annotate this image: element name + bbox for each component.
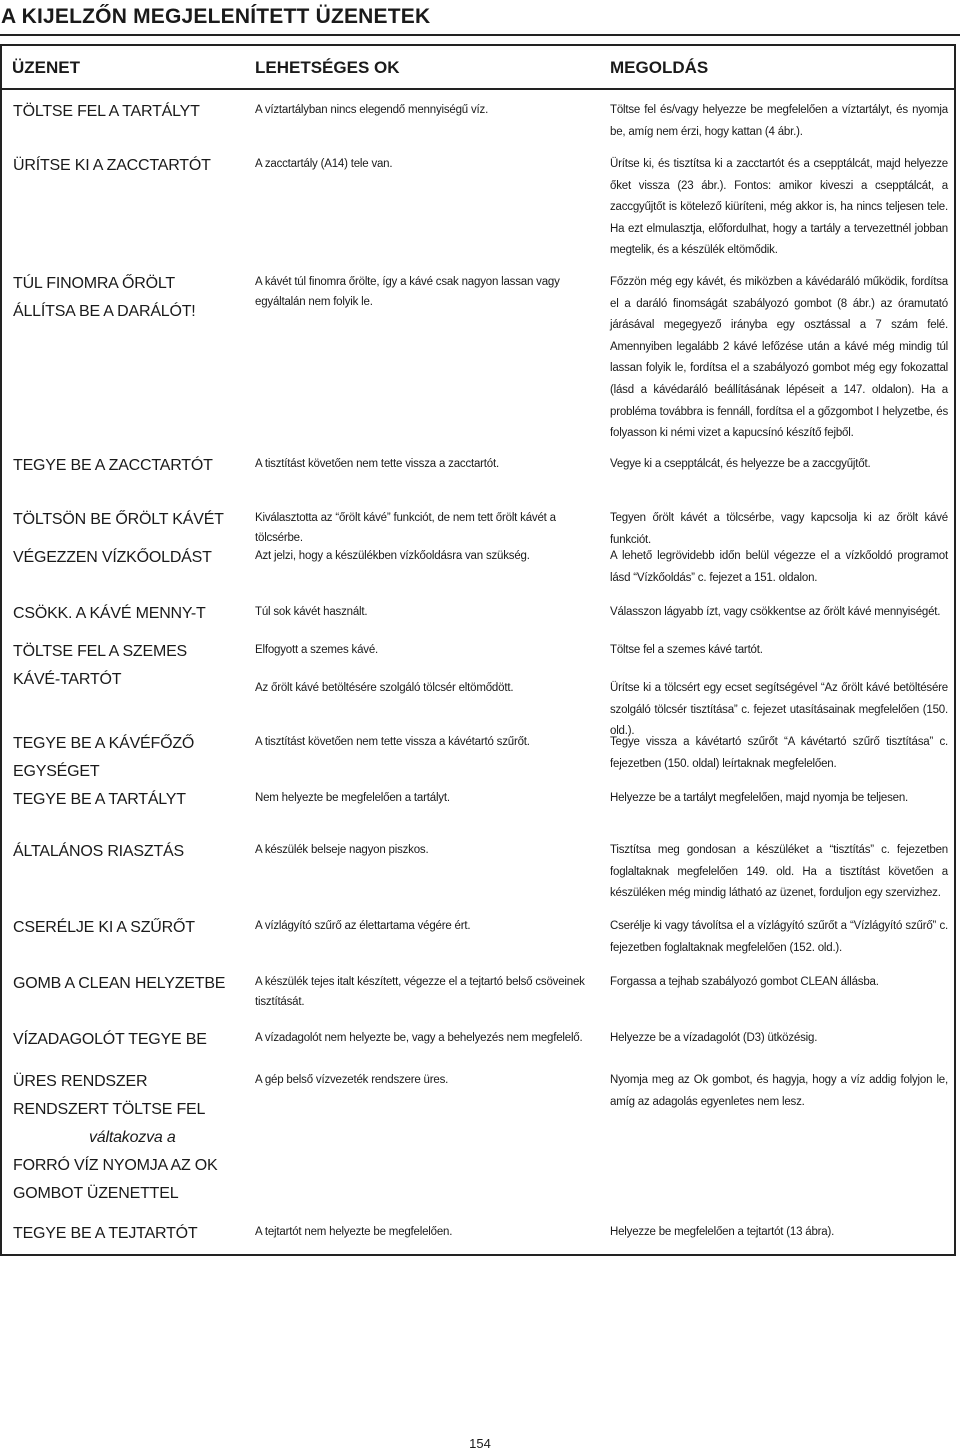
row-message: ÜRÍTSE KI A ZACCTARTÓT [13, 157, 211, 174]
row-solution: Tegyen őrölt kávét a tölcsérbe, vagy kapcsolja ki az őrölt kávé funkciót. [610, 512, 948, 546]
row-message: TEGYE BE A TEJTARTÓT [13, 1225, 198, 1242]
row-message-main: ÜRES RENDSZER RENDSZERT TÖLTSE FEL [13, 1073, 206, 1118]
row-message: VÉGEZZEN VÍZKŐOLDÁST [13, 549, 212, 566]
row-solution: Főzzön még egy kávét, és miközben a kávédaráló működik, fordítsa el a daráló finomságát szabályozó gombot (8 ábr.) az óramutató járásával megegyező irányba egy osztással a 7 szám felé. Amennyiben legalább 2 kávé lefőzése után a kávé még mindig túl lassan folyik le, fordítsa el a szabályozó gombot még egy fokozattal (lásd a kávédaráló beállításának lépéseit a 147. oldalon). Ha a probléma továbbra is fennáll, fordítsa el a gőzgombot I helyzetbe, és folyasson ki némi vizet a kapucsínó készítő fejből. [610, 276, 948, 440]
row-cause: A vízlágyító szűrő az élettartama végére ért. [255, 920, 471, 932]
table-header [2, 46, 954, 90]
row-cause: A zacctartály (A14) tele van. [255, 158, 393, 170]
row-cause: Túl sok kávét használt. [255, 606, 368, 618]
row-message: TÖLTSE FEL A SZEMES KÁVÉ-TARTÓT [13, 643, 188, 688]
row-solution: Nyomja meg az Ok gombot, és hagyja, hogy a víz addig folyjon le, amíg az adagolás egyenletes nem lesz. [610, 1074, 948, 1108]
row-solution: Helyezze be a tartályt megfelelően, majd nyomja be teljesen. [610, 792, 909, 804]
row-solution: Töltse fel és/vagy helyezze be megfelelően a víztartályt, és nyomja be, amíg nem érzi, hogy kattan (4 ábr.). [610, 104, 948, 138]
header-solution: MEGOLDÁS [610, 58, 709, 77]
row-cause: A tisztítást követően nem tette vissza a kávétartó szűrőt. [255, 736, 530, 748]
row-cause: A készülék tejes italt készített, végezze el a tejtartó belső csöveinek tisztítását. [255, 976, 585, 1008]
row-message: GOMB A CLEAN HELYZETBE [13, 975, 226, 992]
row-solution: Ürítse ki, és tisztítsa ki a zacctartót és a csepptálcát, majd helyezze őket vissza (23 ábr.). Fontos: amikor kiveszi a csepptálcát, a zaccgyűjtőt is kötelező kiüríteni, még akkor is, ha nincs teljesen tele. Ha ezt elmulasztja, előfordulhat, hogy a tartály a tervezettnél jobban megtelik, és a készülék eltömődik. [610, 158, 948, 257]
row-solution: Helyezze be a vízadagolót (D3) ütközésig. [610, 1032, 818, 1044]
header-message: ÜZENET [12, 58, 80, 77]
row-message: CSERÉLJE KI A SZŰRŐT [13, 919, 195, 936]
row-cause: A tisztítást követően nem tette vissza a zacctartót. [255, 458, 499, 470]
row-solution: A lehető legrövidebb időn belül végezze el a vízkőoldó programot lásd “Vízkőoldás” c. fejezet a 151. oldalon. [610, 550, 948, 584]
row-message: TEGYE BE A ZACCTARTÓT [13, 457, 213, 474]
row-cause: A kávét túl finomra őrölte, így a kávé csak nagyon lassan vagy egyáltalán nem folyik le. [255, 276, 560, 308]
row-cause: A tejtartót nem helyezte be megfelelően. [255, 1226, 453, 1238]
row-message: CSÖKK. A KÁVÉ MENNY-T [13, 605, 206, 622]
row-message: ÁLTALÁNOS RIASZTÁS [13, 843, 184, 860]
row-solution: Töltse fel a szemes kávé tartót. [610, 644, 763, 656]
row-message: TÖLTSE FEL A TARTÁLYT [13, 103, 200, 120]
row-cause: Nem helyezte be megfelelően a tartályt. [255, 792, 450, 804]
row-solution: Tisztítsa meg gondosan a készüléket a “tisztítás” c. fejezetben foglaltaknak megfelelően 149. old. Ha a tisztítást követően a készüléken még mindig látható az üzenet, forduljon egy szervizhez. [610, 844, 948, 900]
row-solution: Cserélje ki vagy távolítsa el a vízlágyító szűrőt a “Vízlágyító szűrő” c. fejezetben foglaltaknak megfelelően (152. old.). [610, 920, 948, 954]
row-cause: A készülék belseje nagyon piszkos. [255, 844, 429, 856]
row-message: TÚL FINOMRA ŐRÖLT ÁLLÍTSA BE A DARÁLÓT! [13, 275, 196, 320]
row-cause: Elfogyott a szemes kávé. [255, 644, 379, 656]
row-cause: Az őrölt kávé betöltésére szolgáló tölcsér eltömődött. [255, 682, 514, 694]
row-message: TÖLTSÖN BE ŐRÖLT KÁVÉT [13, 511, 224, 528]
row-solution: Válasszon lágyabb ízt, vagy csökkentse az őrölt kávé mennyiségét. [610, 606, 941, 618]
row-solution: Helyezze be megfelelően a tejtartót (13 ábra). [610, 1226, 835, 1238]
row-cause: A gép belső vízvezeték rendszere üres. [255, 1074, 449, 1086]
page-number: 154 [469, 1436, 491, 1451]
row-message: TEGYE BE A TARTÁLYT [13, 791, 186, 808]
row-solution: Tegye vissza a kávétartó szűrőt “A kávétartó szűrő tisztítása” c. fejezetben (150. oldal) leírtaknak megfelelően. [610, 736, 948, 770]
row-message-tail: FORRÓ VÍZ NYOMJA AZ OK GOMBOT ÜZENETTEL [13, 1157, 218, 1202]
row-message: TEGYE BE A KÁVÉFŐZŐ EGYSÉGET [13, 735, 195, 780]
row-cause: Kiválasztotta az “őrölt kávé” funkciót, de nem tett őrölt kávét a tölcsérbe. [255, 512, 556, 544]
row-solution: Forgassa a tejhab szabályozó gombot CLEAN állásba. [610, 976, 879, 988]
header-cause: LEHETSÉGES OK [255, 58, 400, 77]
messages-table [0, 44, 956, 1256]
row-message: VÍZADAGOLÓT TEGYE BE [13, 1031, 207, 1048]
row-cause: A víztartályban nincs elegendő mennyiségű víz. [255, 104, 489, 116]
row-solution: Ürítse ki a tölcsért egy ecset segítségével “Az őrölt kávé betöltésére szolgáló tölcsér tisztítása” c. fejezet utasításainak megfelelően (150. old.). [610, 682, 948, 738]
row-cause: A vízadagolót nem helyezte be, vagy a behelyezés nem megfelelő. [255, 1032, 583, 1044]
row-solution: Vegye ki a csepptálcát, és helyezze be a zaccgyűjtőt. [610, 458, 871, 470]
row-cause: Azt jelzi, hogy a készülékben vízkőoldásra van szükség. [255, 550, 530, 562]
page-title: A KIJELZŐN MEGJELENÍTETT ÜZENETEK [0, 0, 960, 36]
row-message [13, 1068, 238, 1208]
row-message-alternating: váltakozva a [89, 1129, 176, 1146]
